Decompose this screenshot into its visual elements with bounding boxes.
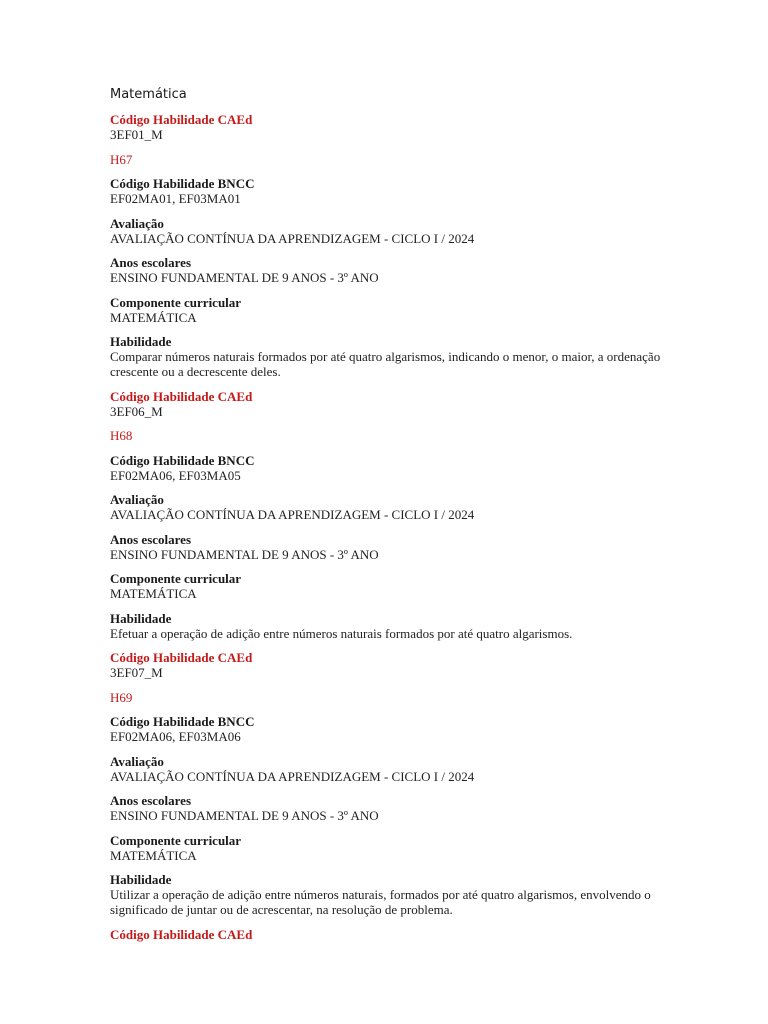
document-page: [110, 86, 670, 951]
componente-field: [110, 571, 670, 601]
caed-label: Código Habilidade CAEd: [110, 112, 253, 127]
habilidade-field: [110, 334, 670, 379]
bncc-code: EF02MA06, EF03MA05: [110, 467, 241, 483]
habilidade-label: Habilidade: [110, 872, 172, 887]
bncc-code: EF02MA01, EF03MA01: [110, 191, 241, 206]
h-code: H69: [110, 689, 133, 705]
caed-field: [110, 112, 670, 142]
habilidade-field: [110, 611, 670, 641]
componente-label: Componente curricular: [110, 294, 242, 310]
bncc-label: Código Habilidade BNCC: [110, 176, 255, 191]
componente-value: MATEMÁTICA: [110, 586, 197, 601]
anos-field: [110, 255, 670, 285]
caed-label: Código Habilidade CAEd: [110, 650, 253, 665]
habilidade-text: Comparar números naturais formados por até quatro algarismos, indicando o menor, o maior, a ordenação crescente ou a decrescente deles.: [110, 349, 661, 379]
avaliacao-value: AVALIAÇÃO CONTÍNUA DA APRENDIZAGEM - CICLO I / 2024: [110, 768, 475, 784]
avaliacao-label: Avaliação: [110, 753, 164, 769]
componente-value: MATEMÁTICA: [110, 847, 197, 863]
avaliacao-label: Avaliação: [110, 215, 164, 231]
caed-code: 3EF06_M: [110, 403, 163, 419]
caed-field: [110, 650, 670, 680]
habilidade-field: [110, 872, 670, 917]
componente-field: [110, 295, 670, 325]
anos-value: ENSINO FUNDAMENTAL DE 9 ANOS - 3º ANO: [110, 546, 379, 562]
bncc-field: [110, 176, 670, 206]
anos-value: ENSINO FUNDAMENTAL DE 9 ANOS - 3º ANO: [110, 808, 379, 823]
habilidade-text: Utilizar a operação de adição entre números naturais, formados por até quatro algarismos, envolvendo o significado de juntar ou de acrescentar, na resolução de problema.: [110, 887, 651, 917]
anos-label: Anos escolares: [110, 531, 192, 547]
anos-label: Anos escolares: [110, 255, 192, 270]
bncc-label: Código Habilidade BNCC: [110, 714, 255, 729]
anos-field: [110, 793, 670, 823]
h-code: H68: [110, 428, 133, 443]
bncc-label: Código Habilidade BNCC: [110, 452, 255, 468]
componente-field: [110, 833, 670, 863]
avaliacao-label: Avaliação: [110, 492, 164, 507]
bncc-field: [110, 714, 670, 744]
avaliacao-field: [110, 492, 670, 522]
avaliacao-value: AVALIAÇÃO CONTÍNUA DA APRENDIZAGEM - CICLO I / 2024: [110, 230, 475, 246]
anos-field: [110, 532, 670, 562]
caed-code: 3EF07_M: [110, 665, 163, 680]
avaliacao-field: [110, 216, 670, 246]
caed-field: [110, 927, 670, 942]
h-code: H67: [110, 151, 133, 167]
habilidade-label: Habilidade: [110, 610, 172, 626]
caed-field: [110, 389, 670, 419]
componente-label: Componente curricular: [110, 832, 242, 848]
habilidade-text: Efetuar a operação de adição entre números naturais formados por até quatro algarismos.: [110, 625, 573, 641]
subject-title: Matemática: [110, 87, 187, 102]
componente-value: MATEMÁTICA: [110, 309, 197, 325]
componente-label: Componente curricular: [110, 571, 242, 586]
caed-label: Código Habilidade CAEd: [110, 388, 253, 404]
caed-label: Código Habilidade CAEd: [110, 926, 253, 942]
caed-code: 3EF01_M: [110, 127, 163, 142]
bncc-code: EF02MA06, EF03MA06: [110, 729, 241, 744]
anos-value: ENSINO FUNDAMENTAL DE 9 ANOS - 3º ANO: [110, 270, 379, 285]
anos-label: Anos escolares: [110, 793, 192, 808]
avaliacao-field: [110, 754, 670, 784]
avaliacao-value: AVALIAÇÃO CONTÍNUA DA APRENDIZAGEM - CICLO I / 2024: [110, 507, 475, 522]
habilidade-label: Habilidade: [110, 334, 172, 349]
bncc-field: [110, 453, 670, 483]
